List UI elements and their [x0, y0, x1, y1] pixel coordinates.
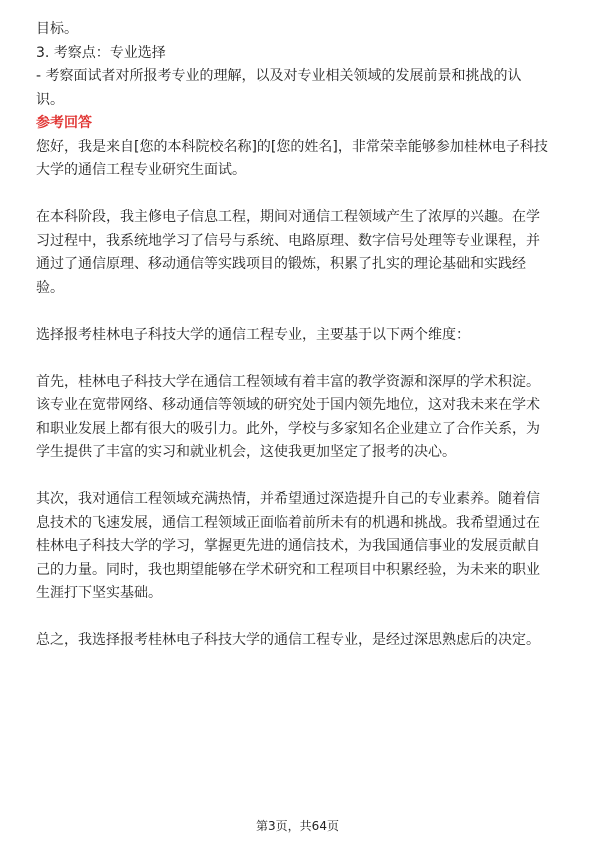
- paragraph-intro: [36, 136, 560, 183]
- text-line: 总之，我选择报考桂林电子科技大学的通信工程专业，是经过深思熟虑后的决定。: [36, 632, 540, 648]
- text-line: 大学的通信工程专业研究生面试。: [36, 162, 246, 178]
- paragraph-undergraduate: [36, 206, 560, 300]
- text-line: 该专业在宽带网络、移动通信等领域的研究处于国内领先地位，这对我未来在学术: [36, 397, 540, 413]
- text-line: 验。: [36, 279, 64, 296]
- text-line: 首先，桂林电子科技大学在通信工程领域有着丰富的教学资源和深厚的学术积淀。: [36, 373, 540, 390]
- text-line: 您好，我是来自[您的本科院校名称]的[您的姓名]，非常荣幸能够参加桂林电子科技: [36, 138, 548, 155]
- text-line: 在本科阶段，我主修电子信息工程，期间对通信工程领域产生了浓厚的兴趣。在学: [36, 209, 540, 225]
- text-line: 选择报考桂林电子科技大学的通信工程专业，主要基于以下两个维度：: [36, 326, 470, 343]
- text-line: 桂林电子科技大学的学习，掌握更先进的通信技术，为我国通信事业的发展贡献自: [36, 538, 540, 554]
- page-number-footer: 第3页，共64页: [256, 819, 339, 833]
- text-line: 和职业发展上都有很大的吸引力。此外，学校与多家知名企业建立了合作关系，为: [36, 420, 540, 437]
- text-line: 识。: [36, 91, 64, 108]
- text-line: 息技术的飞速发展，通信工程领域正面临着前所未有的机遇和挑战。我希望通过在: [36, 514, 540, 531]
- text-line: 生涯打下坚实基础。: [36, 585, 162, 601]
- text-line: 己的力量。同时，我也期望能够在学术研究和工程项目中积累经验，为未来的职业: [36, 561, 540, 578]
- text-line: 目标。: [36, 21, 78, 37]
- paragraph-first-reason: [36, 371, 560, 465]
- paragraph-reasons-intro: [36, 324, 560, 348]
- document-page: [36, 18, 560, 653]
- paragraph-conclusion: [36, 629, 560, 653]
- answer-heading: 参考回答: [36, 115, 92, 131]
- paragraph-second-reason: [36, 488, 560, 606]
- section-point-heading: 3. 考察点：专业选择: [36, 44, 166, 61]
- text-line: 其次，我对通信工程领域充满热情，并希望通过深造提升自己的专业素养。随着信: [36, 491, 540, 507]
- text-line: 习过程中，我系统地学习了信号与系统、电路原理、数字信号处理等专业课程，并: [36, 232, 540, 249]
- text-line: - 考察面试者对所报考专业的理解，以及对专业相关领域的发展前景和挑战的认: [36, 68, 522, 84]
- text-line: 学生提供了丰富的实习和就业机会，这使我更加坚定了报考的决心。: [36, 444, 456, 460]
- text-line: 通过了通信原理、移动通信等实践项目的锻炼，积累了扎实的理论基础和实践经: [36, 256, 526, 272]
